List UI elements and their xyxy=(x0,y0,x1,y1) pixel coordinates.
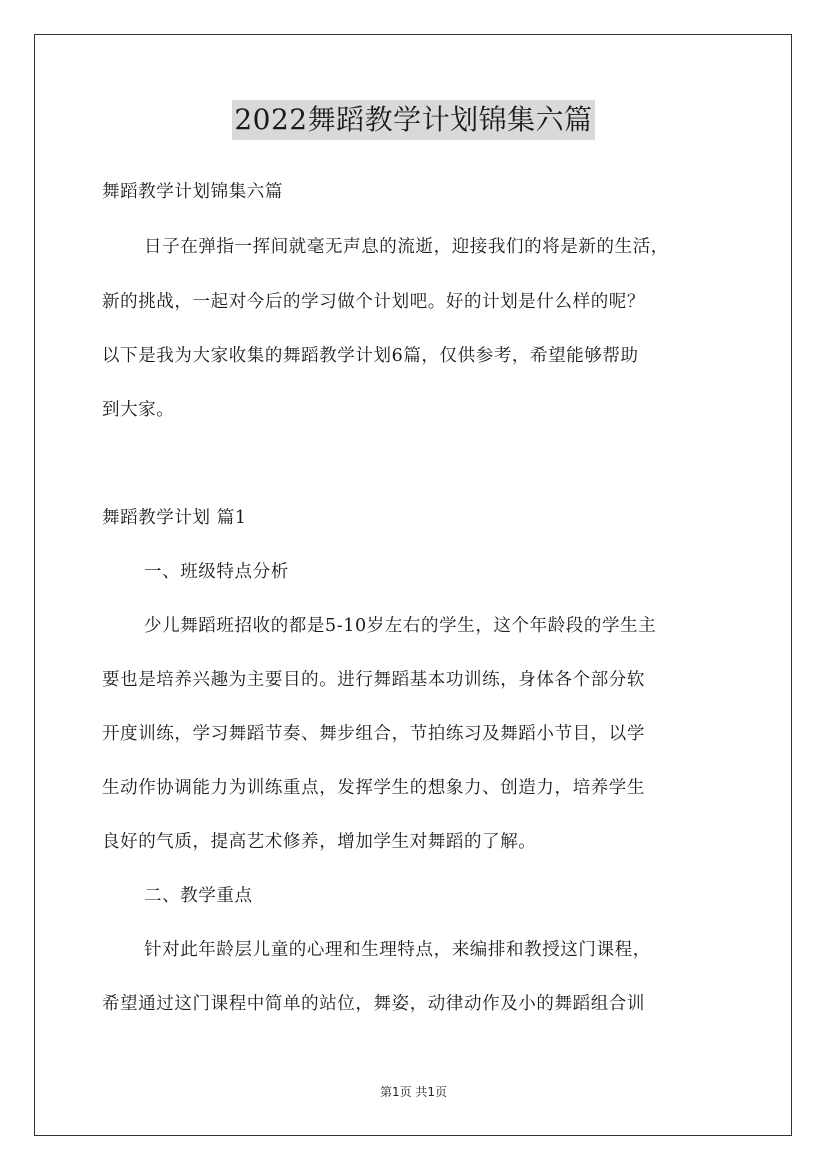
subtitle-line: 舞蹈教学计划锦集六篇 xyxy=(102,182,283,202)
paragraph-line: 希望通过这门课程中简单的站位，舞姿，动律动作及小的舞蹈组合训 xyxy=(102,994,645,1014)
paragraph-line: 生动作协调能力为训练重点，发挥学生的想象力、创造力，培养学生 xyxy=(102,778,645,798)
paragraph-line: 针对此年龄层儿童的心理和生理特点，来编排和教授这门课程， xyxy=(144,940,651,960)
page-footer: 第1页 共1页 xyxy=(379,1085,448,1099)
paragraph-line: 日子在弹指一挥间就毫无声息的流逝，迎接我们的将是新的生活， xyxy=(144,237,669,257)
paragraph-line: 开度训练，学习舞蹈节奏、舞步组合，节拍练习及舞蹈小节目，以学 xyxy=(102,724,645,744)
subsection-heading: 一、班级特点分析 xyxy=(144,562,289,582)
section-heading: 舞蹈教学计划 篇1 xyxy=(102,508,247,528)
paragraph-line: 良好的气质，提高艺术修养，增加学生对舞蹈的了解。 xyxy=(102,832,537,852)
paragraph-line: 新的挑战，一起对今后的学习做个计划吧。好的计划是什么样的呢？ xyxy=(102,292,645,312)
title-container xyxy=(0,100,827,140)
document-title: 2022舞蹈教学计划锦集六篇 xyxy=(232,100,594,140)
subsection-heading: 二、教学重点 xyxy=(144,886,253,906)
paragraph-line: 要也是培养兴趣为主要目的。进行舞蹈基本功训练，身体各个部分软 xyxy=(102,670,645,690)
paragraph-line: 到大家。 xyxy=(102,400,175,420)
paragraph-line: 少儿舞蹈班招收的都是5-10岁左右的学生，这个年龄段的学生主 xyxy=(144,616,657,636)
paragraph-line: 以下是我为大家收集的舞蹈教学计划6篇，仅供参考，希望能够帮助 xyxy=(102,346,639,366)
